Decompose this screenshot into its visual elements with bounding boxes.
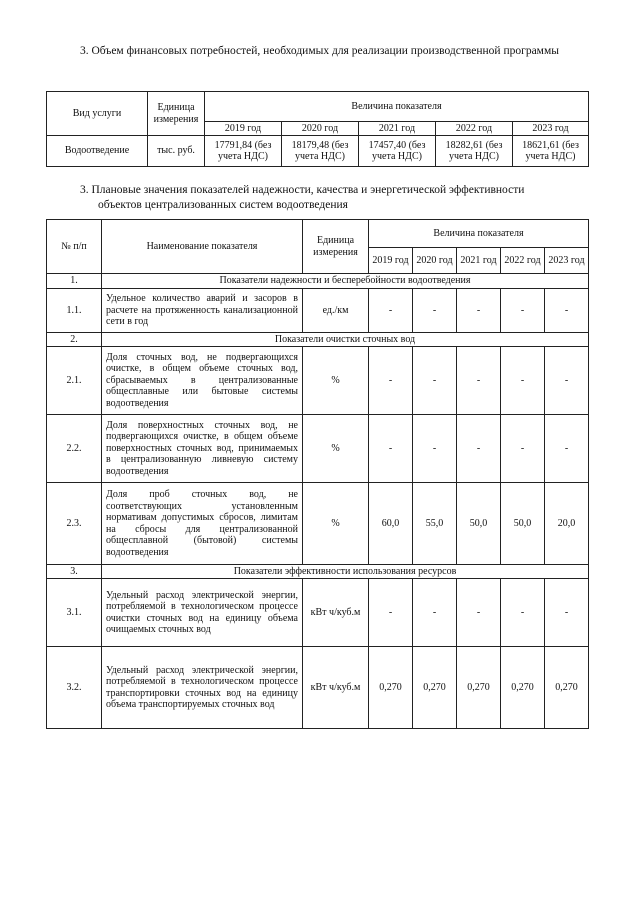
row-value: 50,0: [501, 483, 545, 565]
table-row: [47, 647, 589, 729]
row-name: Доля сточных вод, не подвергающихся очистке, в общем объеме сточных вод, сбрасываемых в централизованные общесплавные или бытовые системы водоотведения: [102, 347, 303, 415]
section-row: [47, 274, 589, 289]
header-year: 2023 год: [513, 122, 589, 136]
row-value: -: [413, 415, 457, 483]
row-num: 1.: [47, 274, 102, 289]
row-name: Удельный расход электрической энергии, потребляемой в технологическом процессе очистки сточных вод на единицу объема очищаемых сточных вод: [102, 579, 303, 647]
heading-financial-needs: 3. Объем финансовых потребностей, необходимых для реализации производственной программы: [80, 45, 559, 57]
row-value: 20,0: [545, 483, 589, 565]
row-value: -: [413, 579, 457, 647]
heading-line: объектов централизованных систем водоотведения: [98, 199, 348, 211]
row-value: 0,270: [545, 647, 589, 729]
row-unit: %: [303, 415, 369, 483]
table-row: [47, 415, 589, 483]
row-num: 3.: [47, 565, 102, 579]
row-num: 3.2.: [47, 647, 102, 729]
table-row: [47, 483, 589, 565]
row-num: 2.: [47, 333, 102, 347]
row-value: 60,0: [369, 483, 413, 565]
row-value: -: [369, 289, 413, 333]
section-row: [47, 565, 589, 579]
row-value: 55,0: [413, 483, 457, 565]
row-value: -: [413, 347, 457, 415]
header-year: 2021 год: [457, 248, 501, 274]
header-year: 2021 год: [359, 122, 436, 136]
table-row: [47, 289, 589, 333]
row-value: -: [457, 579, 501, 647]
header-year: 2023 год: [545, 248, 589, 274]
section-title: Показатели очистки сточных вод: [102, 333, 589, 347]
row-name: Удельный расход электрической энергии, потребляемой в технологическом процессе транспортировки сточных вод на единицу объема транспортируемых сточных вод: [102, 647, 303, 729]
indicators-table: [46, 219, 589, 729]
row-value: -: [545, 415, 589, 483]
row-num: 1.1.: [47, 289, 102, 333]
row-num: 2.1.: [47, 347, 102, 415]
cell-value: 18179,48 (без учета НДС): [282, 136, 359, 167]
cell-unit: тыс. руб.: [148, 136, 205, 167]
header-year: 2022 год: [501, 248, 545, 274]
row-value: -: [501, 579, 545, 647]
row-unit: %: [303, 347, 369, 415]
header-year: 2020 год: [413, 248, 457, 274]
header-year: 2022 год: [436, 122, 513, 136]
row-value: -: [457, 415, 501, 483]
row-value: -: [369, 415, 413, 483]
cell-value: 17791,84 (без учета НДС): [205, 136, 282, 167]
row-value: -: [545, 579, 589, 647]
row-value: -: [545, 347, 589, 415]
header-name: Наименование показателя: [102, 220, 303, 274]
row-value: -: [413, 289, 457, 333]
row-value: 0,270: [501, 647, 545, 729]
section-title: Показатели надежности и бесперебойности водоотведения: [102, 274, 589, 289]
row-value: -: [501, 415, 545, 483]
cell-value: 17457,40 (без учета НДС): [359, 136, 436, 167]
row-value: -: [501, 289, 545, 333]
row-num: 3.1.: [47, 579, 102, 647]
row-name: Доля проб сточных вод, не соответствующих установленным нормативам допустимых сбросов, лимитам на сбросы для централизованной общесплавной (бытовой) системы водоотведения: [102, 483, 303, 565]
section-title: Показатели эффективности использования ресурсов: [102, 565, 589, 579]
cell-service: Водоотведение: [47, 136, 148, 167]
heading-indicators: [80, 183, 600, 213]
header-year: 2019 год: [205, 122, 282, 136]
row-value: 0,270: [413, 647, 457, 729]
header-year: 2019 год: [369, 248, 413, 274]
row-unit: кВт ч/куб.м: [303, 647, 369, 729]
header-unit: Единица измерения: [148, 92, 205, 136]
financial-needs-table: [46, 91, 589, 167]
header-num: № п/п: [47, 220, 102, 274]
row-name: Удельное количество аварий и засоров в расчете на протяженность канализационной сети в год: [102, 289, 303, 333]
header-year: 2020 год: [282, 122, 359, 136]
row-value: -: [457, 289, 501, 333]
header-value: Величина показателя: [369, 220, 589, 248]
row-value: 50,0: [457, 483, 501, 565]
header-service: Вид услуги: [47, 92, 148, 136]
row-name: Доля поверхностных сточных вод, не подвергающихся очистке, в общем объеме поверхностных сточных вод, принимаемых в централизованную ливневую систему водоотведения: [102, 415, 303, 483]
row-value: -: [457, 347, 501, 415]
row-value: -: [369, 347, 413, 415]
row-value: 0,270: [457, 647, 501, 729]
cell-value: 18282,61 (без учета НДС): [436, 136, 513, 167]
header-value: Величина показателя: [205, 92, 589, 122]
row-value: -: [369, 579, 413, 647]
row-unit: кВт ч/куб.м: [303, 579, 369, 647]
section-row: [47, 333, 589, 347]
table-row: [47, 579, 589, 647]
heading-line: 3. Плановые значения показателей надежности, качества и энергетической эффективности: [80, 184, 525, 196]
row-value: -: [545, 289, 589, 333]
row-value: -: [501, 347, 545, 415]
row-num: 2.3.: [47, 483, 102, 565]
header-unit: Единица измерения: [303, 220, 369, 274]
row-unit: %: [303, 483, 369, 565]
cell-value: 18621,61 (без учета НДС): [513, 136, 589, 167]
row-unit: ед./км: [303, 289, 369, 333]
row-num: 2.2.: [47, 415, 102, 483]
row-value: 0,270: [369, 647, 413, 729]
table-row: [47, 347, 589, 415]
